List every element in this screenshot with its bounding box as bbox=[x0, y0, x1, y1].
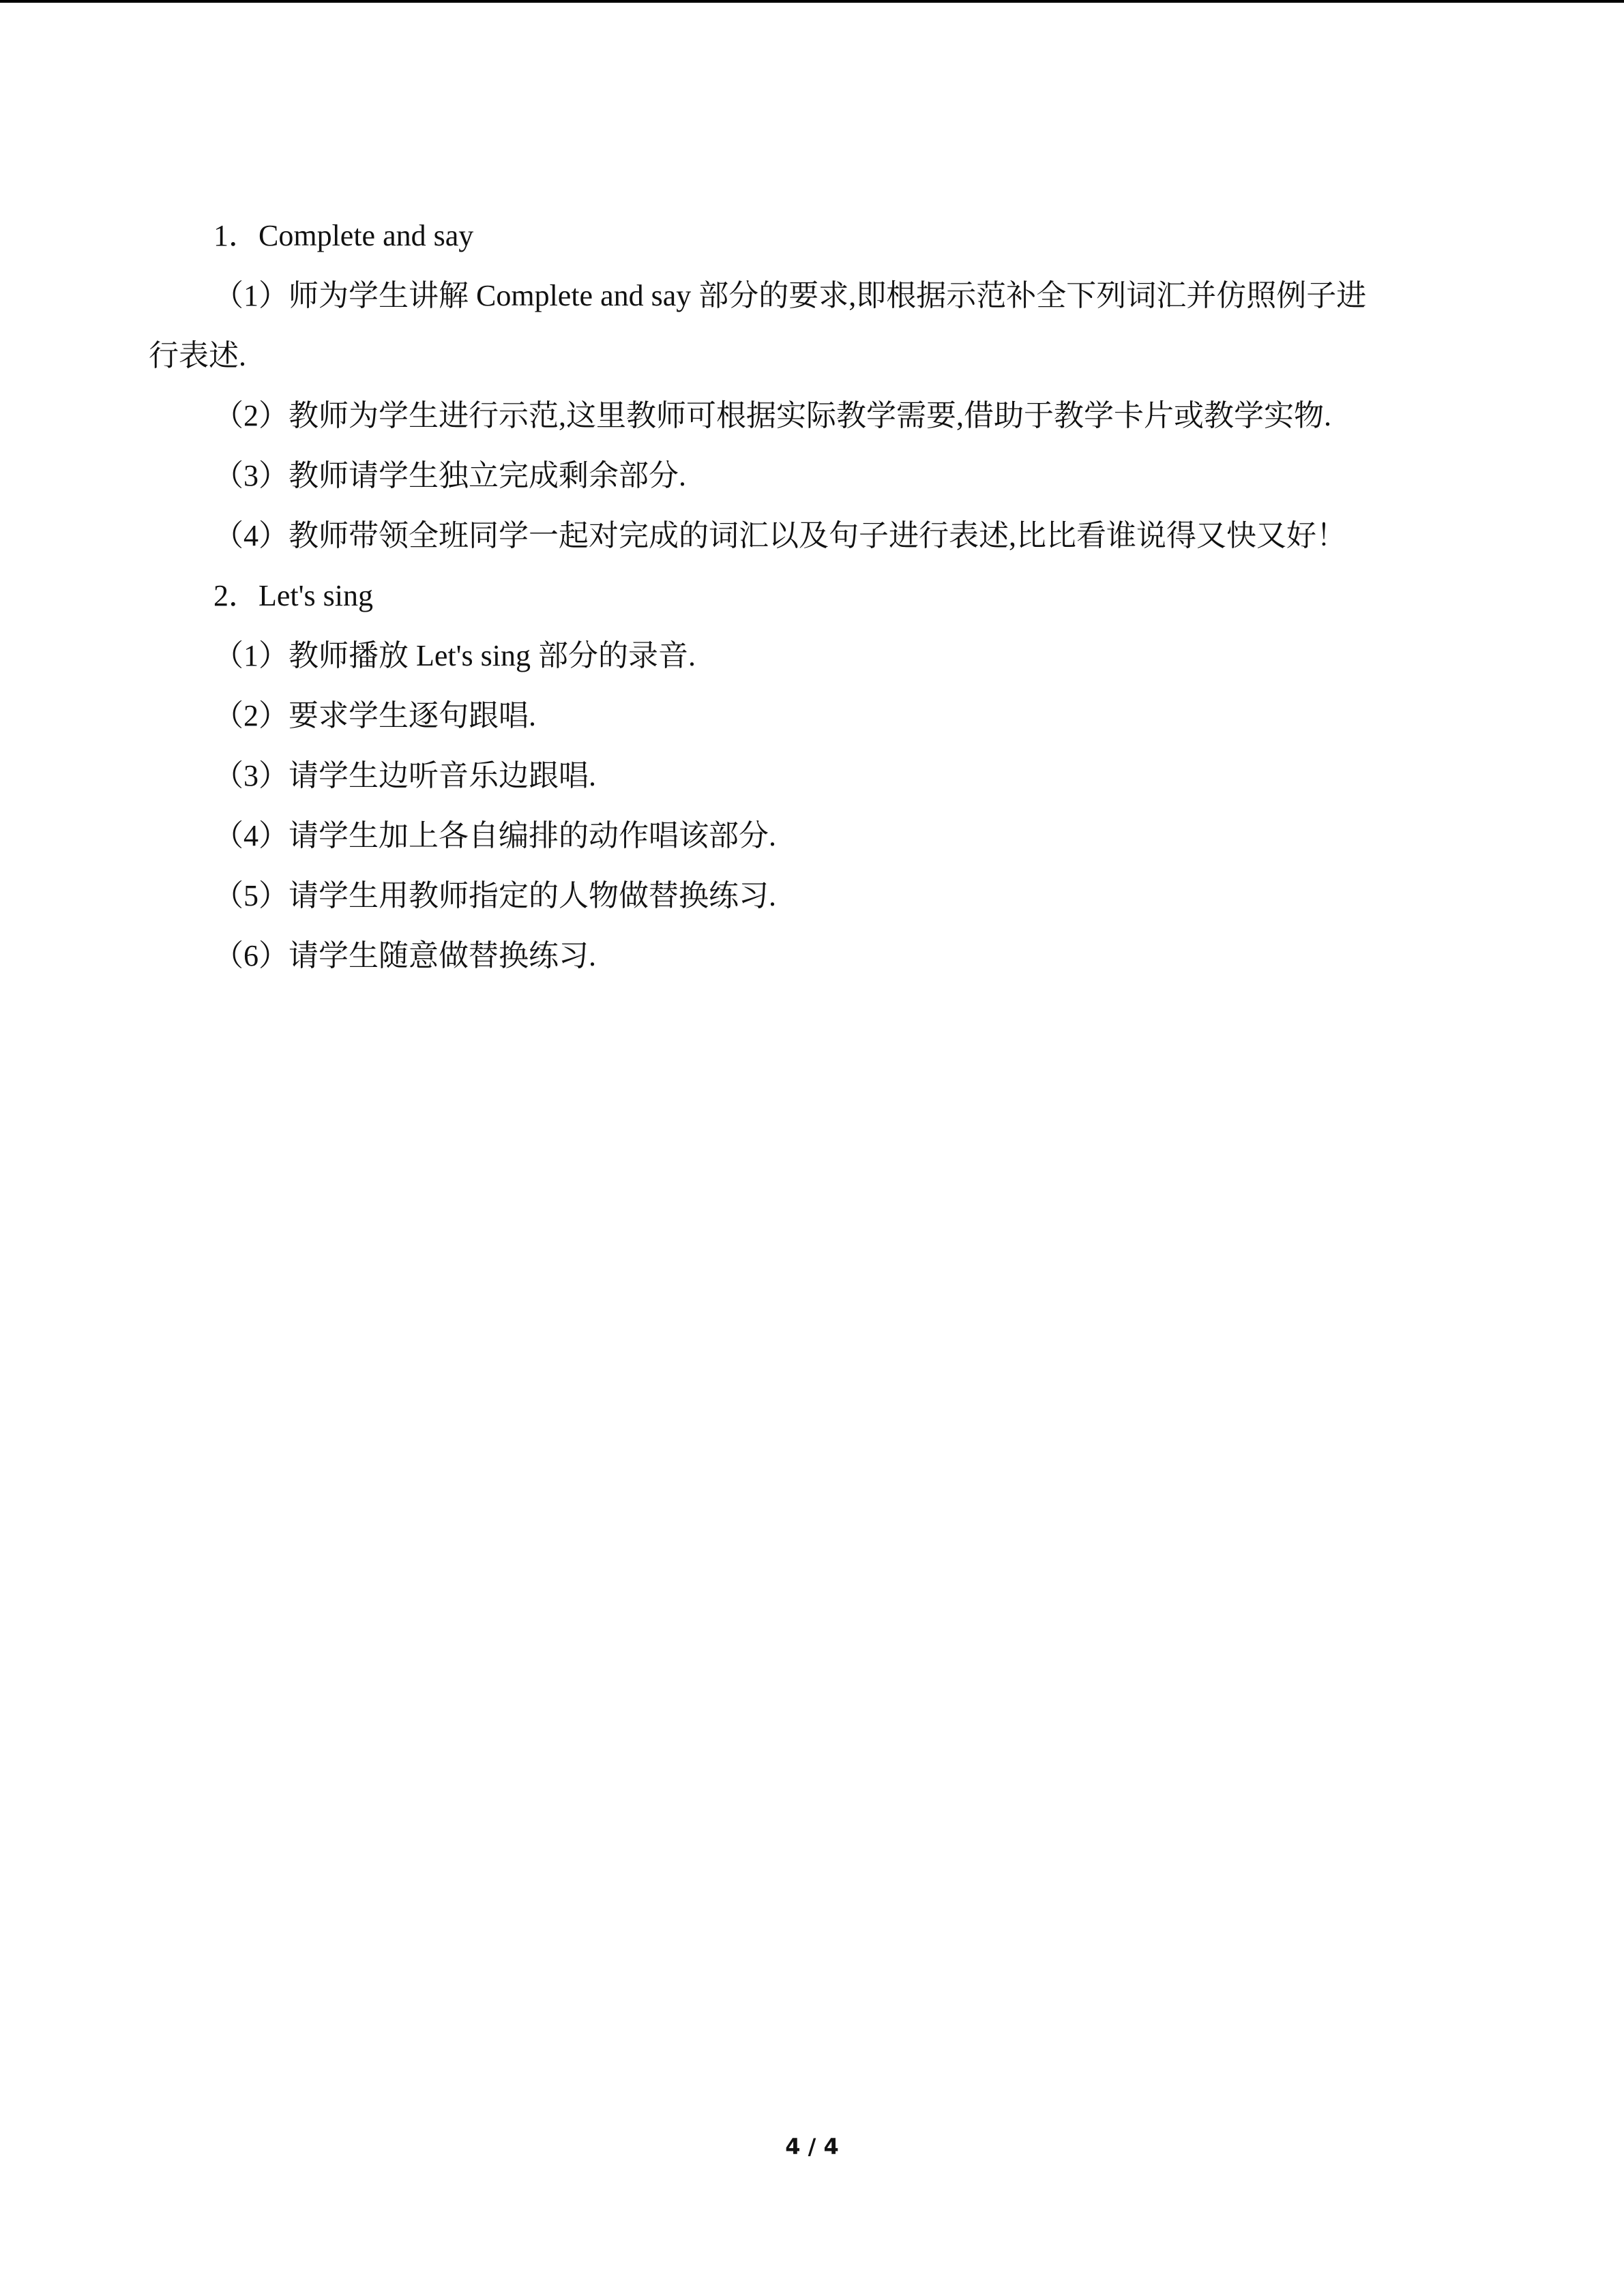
section2-step-6: （6）请学生随意做替换练习. bbox=[213, 939, 596, 972]
section2-step-2: （2）要求学生逐句跟唱. bbox=[213, 699, 536, 732]
section1-step-2: （2）教师为学生进行示范,这里教师可根据实际教学需要,借助于教学卡片或教学实物. bbox=[213, 399, 1331, 432]
page-number: 4 / 4 bbox=[785, 2134, 839, 2160]
section1-step-4: （4）教师带领全班同学一起对完成的词汇以及句子进行表述,比比看谁说得又快又好！ bbox=[213, 519, 1346, 552]
section2-step-4: （4）请学生加上各自编排的动作唱该部分. bbox=[213, 819, 776, 852]
section2-step-1: （1）教师播放 Let's sing 部分的录音. bbox=[213, 639, 696, 672]
section1-heading: 1．Complete and say bbox=[213, 219, 474, 252]
section2-step-3: （3）请学生边听音乐边跟唱. bbox=[213, 759, 596, 792]
section1-step-1-continuation: 行表述. bbox=[149, 339, 246, 372]
section1-step-1: （1）师为学生讲解 Complete and say 部分的要求,即根据示范补全下列词汇并仿照例子进 bbox=[213, 279, 1367, 312]
section2-heading: 2．Let's sing bbox=[213, 579, 374, 612]
section2-step-5: （5）请学生用教师指定的人物做替换练习. bbox=[213, 879, 776, 912]
section1-step-3: （3）教师请学生独立完成剩余部分. bbox=[213, 459, 686, 492]
top-border bbox=[0, 0, 1624, 3]
